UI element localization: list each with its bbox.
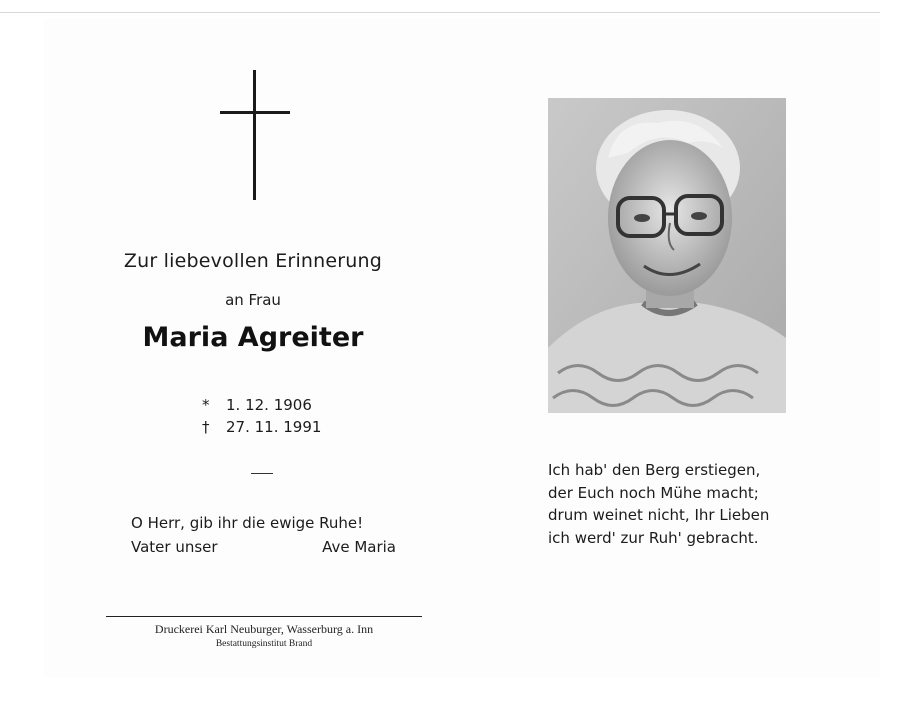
verse-line-1: Ich hab' den Berg erstiegen, [548,461,761,479]
divider-dash [251,473,273,474]
life-dates [202,394,321,438]
scan-edge-line [0,12,880,13]
salutation: an Frau [225,291,281,309]
cross-icon-horizontal [220,111,290,114]
prayer-text: O Herr, gib ihr die ewige Ruhe! [131,514,364,532]
portrait-image [548,98,786,413]
death-date: 27. 11. 1991 [226,418,322,436]
cross-icon-vertical [253,70,256,200]
prayer-vater-unser: Vater unser [131,538,218,556]
memorial-heading: Zur liebevollen Erinnerung [123,250,383,272]
portrait-photo [548,98,786,413]
deceased-name: Maria Agreiter [142,322,364,353]
memorial-verse [548,459,769,549]
prayer-line [131,511,396,535]
verse-line-4: ich werd' zur Ruh' gebracht. [548,528,759,547]
memorial-card [44,18,880,678]
death-row [202,416,321,438]
printer-divider [106,616,422,617]
verse-line-2: der Euch noch Mühe macht; [548,483,759,502]
card-right-panel [474,18,880,678]
verse-line-3: drum weinet nicht, Ihr Lieben [548,506,770,524]
prayer-titles [131,535,396,559]
birth-star-icon: * [202,396,210,414]
undertaker-credit: Bestattungsinstitut Brand [215,639,313,649]
prayer-ave-maria: Ave Maria [322,538,396,556]
birth-date: 1. 12. 1906 [226,396,312,414]
birth-row [202,394,321,416]
card-left-panel [44,18,474,678]
prayer-block [131,511,396,559]
death-dagger-icon: † [202,418,210,436]
printer-credit: Druckerei Karl Neuburger, Wasserburg a. Inn [154,622,374,636]
